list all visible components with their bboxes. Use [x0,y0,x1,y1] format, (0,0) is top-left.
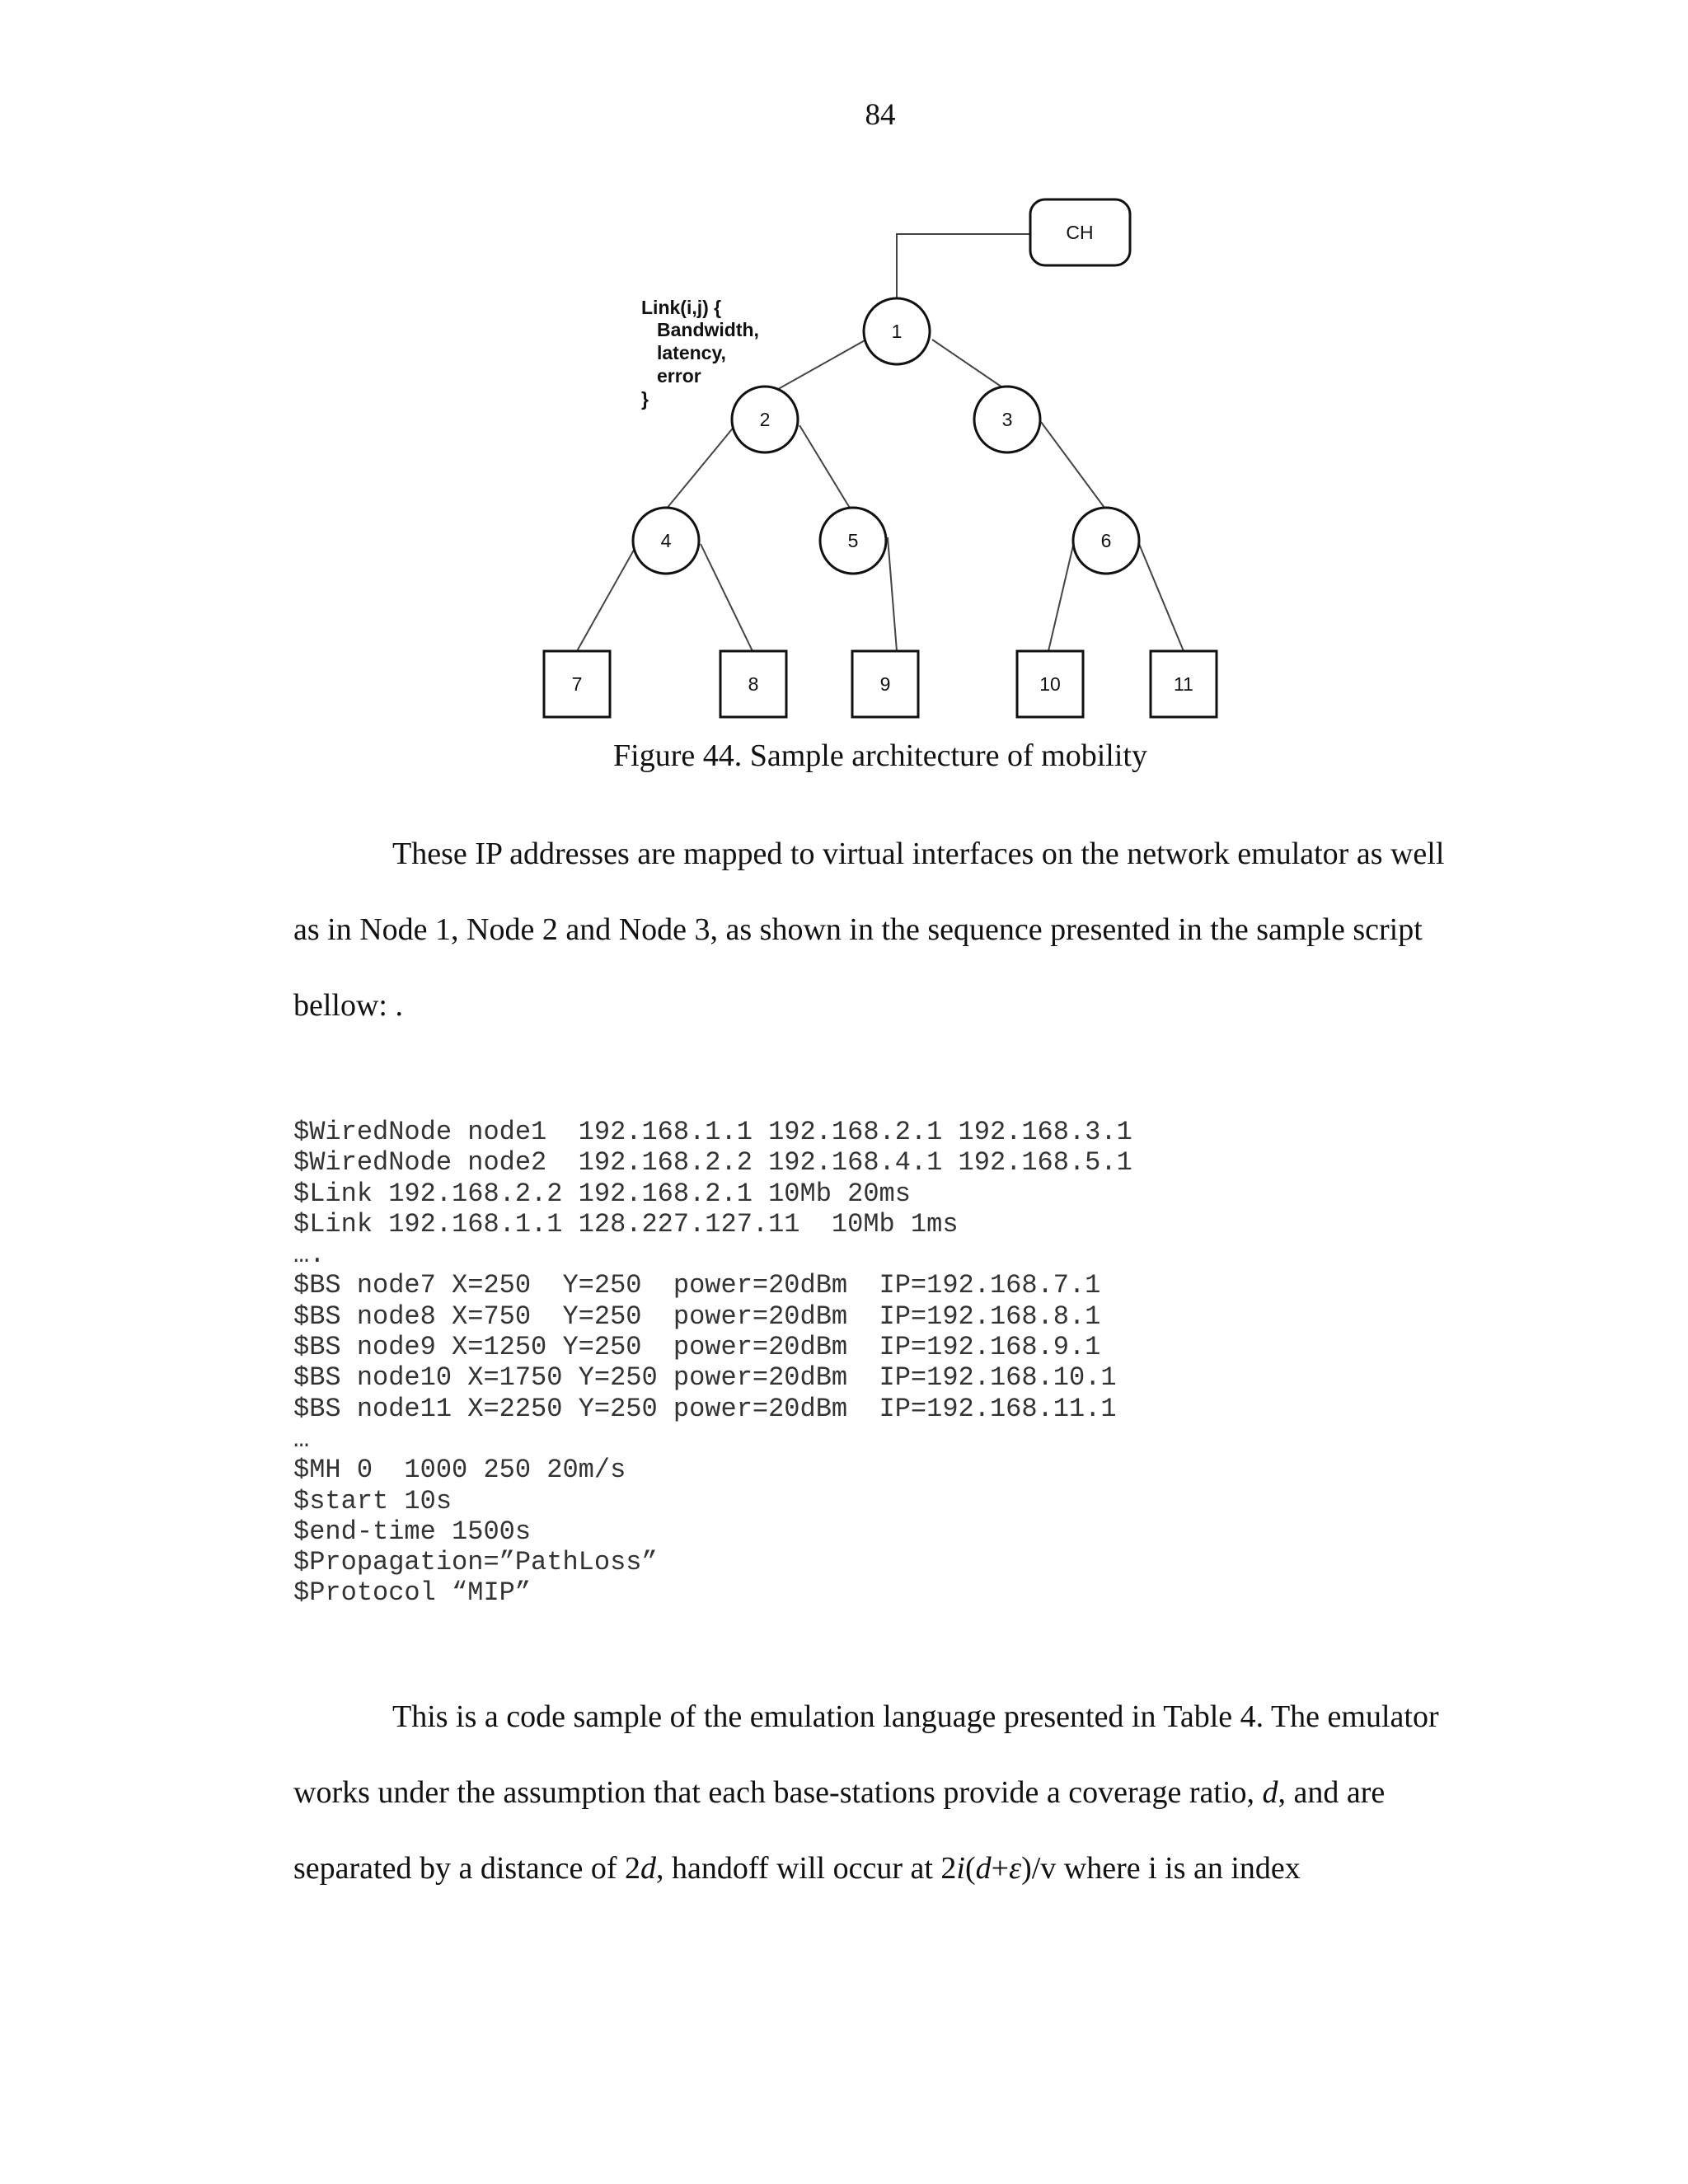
edge-2-4 [666,425,735,509]
code-line: $WiredNode node2 192.168.2.2 192.168.4.1 192.168.5.1 [293,1147,1132,1179]
body-paragraph-2 [293,1679,1464,1906]
p2-line2-pre: emulator works under the assumption that each base-stations provide a coverage ratio, [293,1699,1439,1810]
p2-line3-plus: + [991,1851,1010,1886]
ch-label: CH [1066,222,1094,243]
var-d: d [1262,1775,1278,1810]
node-6-label: 6 [1100,530,1112,551]
p2-line3-post: )/v where i is an index [1021,1851,1301,1886]
node-5-label: 5 [847,530,859,551]
code-line: $BS node10 X=1750 Y=250 power=20dBm IP=192.168.10.1 [293,1362,1117,1394]
edge-1-3 [932,340,1007,391]
link-annotation-line5: } [641,388,649,410]
edge-3-6 [1041,422,1104,508]
node-2-label: 2 [759,409,771,430]
code-line: $BS node7 X=250 Y=250 power=20dBm IP=192.168.7.1 [293,1270,1101,1301]
node-10-label: 10 [1039,673,1061,695]
p2-line3-pre: and are separated by a distance of 2 [293,1775,1386,1886]
node-9-label: 9 [879,673,891,695]
link-annotation-line1: Link(i,j) { [641,297,722,318]
node-8-label: 8 [748,673,759,695]
node-4-label: 4 [660,530,672,551]
edge-5-9 [888,537,897,651]
edge-2-5 [799,425,851,509]
code-line: $start 10s [293,1485,452,1516]
edge-6-10 [1048,546,1073,651]
figure-caption: Figure 44. Sample architecture of mobility [613,738,1147,773]
code-line: $end-time 1500s [293,1516,532,1547]
node-11-label: 11 [1174,673,1193,695]
var-i: i [956,1851,965,1886]
var-d: d [975,1851,992,1886]
link-annotation-line2: Bandwidth, [657,319,759,340]
var-d: d [640,1851,656,1886]
code-line: $MH 0 1000 250 20m/s [293,1455,626,1486]
code-line: … [293,1423,310,1455]
body-paragraph-1: These IP addresses are mapped to virtual interfaces on the network emulator as well as in Node 1, Node 2 and Node 3, as shown in the sequence presented in the sample script bellow: . [293,837,1445,1023]
code-line: $Protocol “MIP” [293,1577,532,1609]
page-number: 84 [865,98,896,132]
node-7-label: 7 [571,673,583,695]
mobility-architecture-diagram [0,0,1688,742]
code-line: $BS node11 X=2250 Y=250 power=20dBm IP=192.168.11.1 [293,1393,1117,1424]
node-1-label: 1 [891,321,903,342]
node-3-label: 3 [1001,409,1013,430]
code-sample [293,1117,1132,1609]
edge-1-2 [767,340,866,396]
p2-line2-post: , [1278,1775,1287,1810]
code-line: $BS node9 X=1250 Y=250 power=20dBm IP=192.168.9.1 [293,1332,1101,1363]
p2-line3-mid: , handoff will occur at 2 [656,1851,957,1886]
p2-line3-paren: ( [964,1851,976,1886]
var-epsilon: ε [1009,1851,1022,1886]
code-line: $Link 192.168.1.1 128.227.127.11 10Mb 1ms [293,1208,959,1240]
code-line: …. [293,1240,326,1271]
code-line: $Link 192.168.2.2 192.168.2.1 10Mb 20ms [293,1178,911,1209]
code-line: $BS node8 X=750 Y=250 power=20dBm IP=192.168.8.1 [293,1301,1101,1332]
code-line: $Propagation=”PathLoss” [293,1547,658,1578]
edge-4-8 [701,544,753,651]
edge-6-11 [1139,544,1184,651]
code-line: $WiredNode node1 192.168.1.1 192.168.2.1 192.168.3.1 [293,1117,1132,1147]
link-annotation-line4: error [657,365,701,387]
p2-line1: This is a code sample of the emulation language presented in Table 4. The [392,1699,1320,1734]
edge-4-7 [577,546,636,651]
edge-ch-1 [897,234,1030,303]
link-annotation-line3: latency, [657,342,726,363]
